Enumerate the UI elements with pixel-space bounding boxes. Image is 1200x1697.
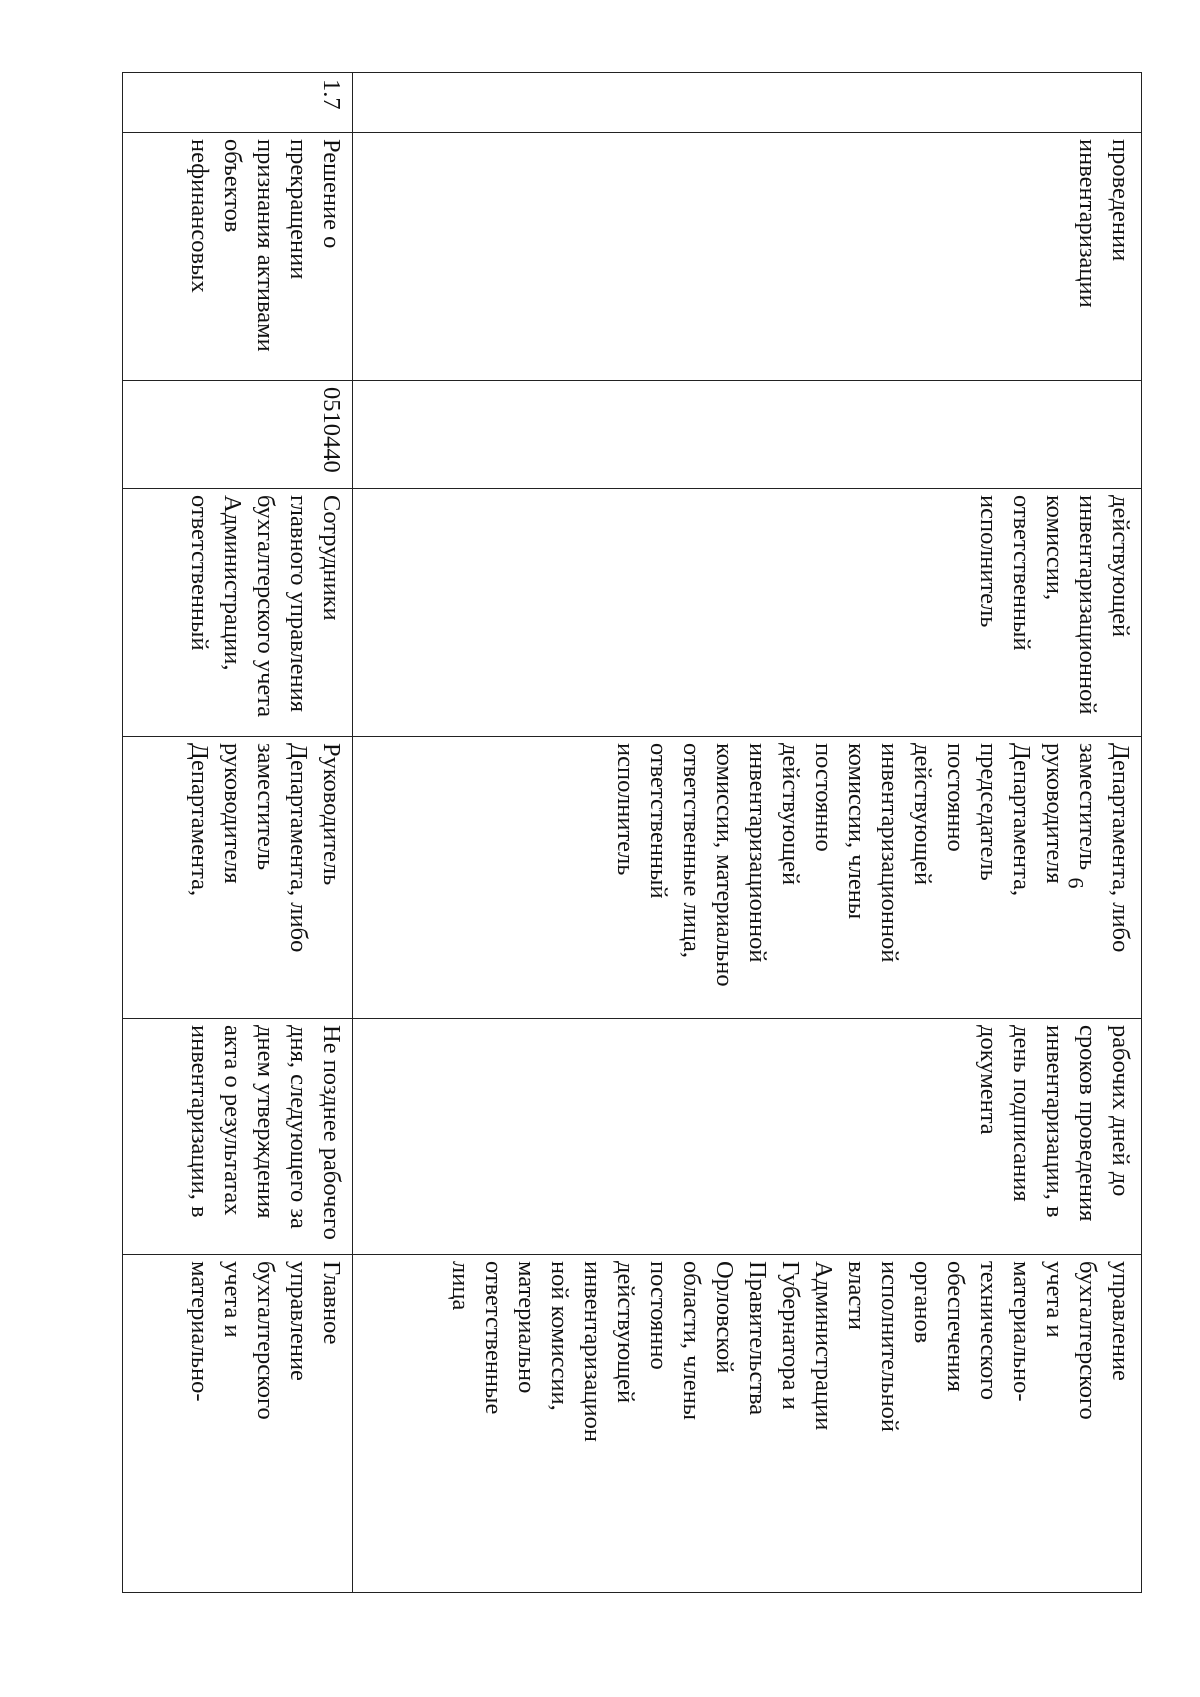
recipients-cell: Главное управление бухгалтерского учета и материально-	[123, 1255, 353, 1593]
recipients-cell: управление бухгалтерского учета и материально- технического обеспечения органов исполнительной власти Администрации Губернатора и Правительства Орловской области, члены постоянно действующей инвентаризацион ной комиссии, материально ответственные лица	[353, 1255, 1142, 1593]
approver-cell: Департамента, либо заместитель руководителя Департамента, председатель постоянно действующей инвентаризационной комиссии, члены постоянно действующей инвентаризационной комиссии, материально ответственные лица, ответственный исполнитель	[353, 737, 1142, 1019]
row-number-cell	[353, 73, 1142, 133]
form-code-cell	[353, 381, 1142, 489]
page-number: 6	[1063, 877, 1089, 889]
form-code-cell: 0510440	[123, 381, 353, 489]
signers-cell: Сотрудники главного управления бухгалтерского учета Администрации, ответственный	[123, 489, 353, 737]
rotated-page	[125, 72, 1142, 1592]
deadline-cell: Не позднее рабочего дня, следующего за днем утверждения акта о результатах инвентаризации, в	[123, 1019, 353, 1255]
signers-cell: действующей инвентаризационной комиссии, ответственный исполнитель	[353, 489, 1142, 737]
approver-cell: Руководитель Департамента, либо заместитель руководителя Департамента,	[123, 737, 353, 1019]
document-name-cell: проведении инвентаризации	[353, 133, 1142, 381]
deadline-cell: рабочих дней до сроков проведения инвентаризации, в день подписания документа	[353, 1019, 1142, 1255]
document-name-cell: Решение о прекращении признания активами объектов нефинансовых	[123, 133, 353, 381]
document-table	[122, 72, 1142, 1593]
table-row	[123, 73, 353, 1593]
row-number-cell: 1.7	[123, 73, 353, 133]
table-row	[353, 73, 1142, 1593]
